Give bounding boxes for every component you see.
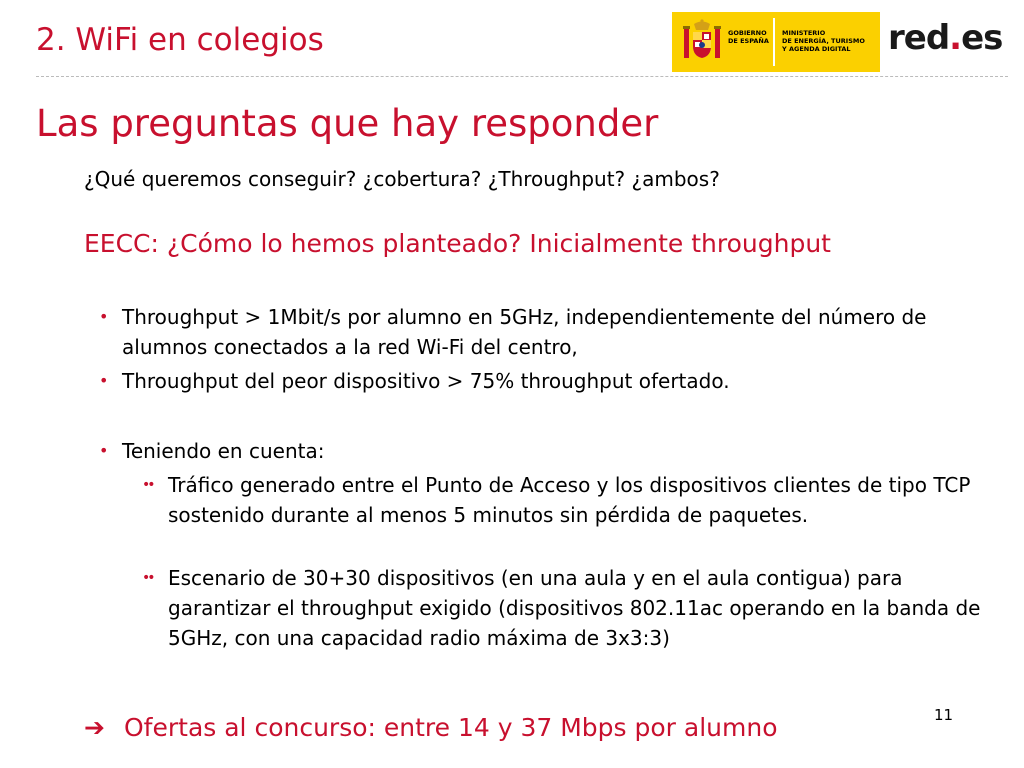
page-number: 11: [934, 706, 954, 724]
question-text: ¿Qué queremos conseguir? ¿cobertura? ¿Throughput? ¿ambos?: [84, 167, 720, 191]
bullet-icon: •: [99, 441, 109, 460]
conclusion-text: Ofertas al concurso: entre 14 y 37 Mbps por alumno: [124, 713, 778, 742]
redes-logo: [888, 18, 1002, 58]
redes-logo-suffix: es: [961, 18, 1003, 58]
ministerio-text: MINISTERIO DE ENERGÍA, TURISMO Y AGENDA DIGITAL: [782, 29, 865, 53]
sub-bullet-icon: ••: [142, 477, 153, 493]
arrow-right-icon: ➔: [84, 713, 105, 742]
sub-list-item: [142, 563, 992, 653]
sub-list-item: [142, 470, 992, 530]
bullet-icon: •: [99, 307, 109, 326]
bullet-icon: •: [99, 371, 109, 390]
list-item-text: Throughput del peor dispositivo > 75% throughput ofertado.: [122, 369, 730, 393]
sub-list-item-text: Tráfico generado entre el Punto de Acceso y los dispositivos clientes de tipo TCP sostenido durante al menos 5 minutos sin pérdida de paquetes.: [168, 473, 971, 527]
list-item-text: Teniendo en cuenta:: [122, 439, 325, 463]
slide-title: Las preguntas que hay responder: [36, 102, 659, 145]
list-item: [99, 366, 992, 396]
list-item: [99, 436, 992, 466]
redes-logo-dot: .: [949, 18, 962, 58]
redes-logo-main: red: [888, 18, 950, 58]
conclusion-line: [84, 713, 778, 742]
list-item-text: Throughput > 1Mbit/s por alumno en 5GHz, independientemente del número de alumnos conectados a la red Wi-Fi del centro,: [122, 305, 927, 359]
section-title: 2. WiFi en colegios: [36, 22, 324, 58]
sub-bullet-icon: ••: [142, 570, 153, 586]
coat-of-arms-icon: [678, 18, 726, 66]
sub-list-item-text: Escenario de 30+30 dispositivos (en una aula y en el aula contigua) para garantizar el throughput exigido (dispositivos 802.11ac operando en la banda de 5GHz, con una capacidad radio máxima de 3x3:3): [168, 566, 981, 650]
header-divider: [36, 76, 1008, 77]
logo-divider: [773, 18, 775, 66]
gobierno-text: GOBIERNO DE ESPAÑA: [728, 29, 769, 45]
list-item: [99, 302, 992, 362]
gobierno-logo: [672, 12, 880, 72]
eecc-heading: EECC: ¿Cómo lo hemos planteado? Inicialmente throughput: [84, 229, 831, 258]
